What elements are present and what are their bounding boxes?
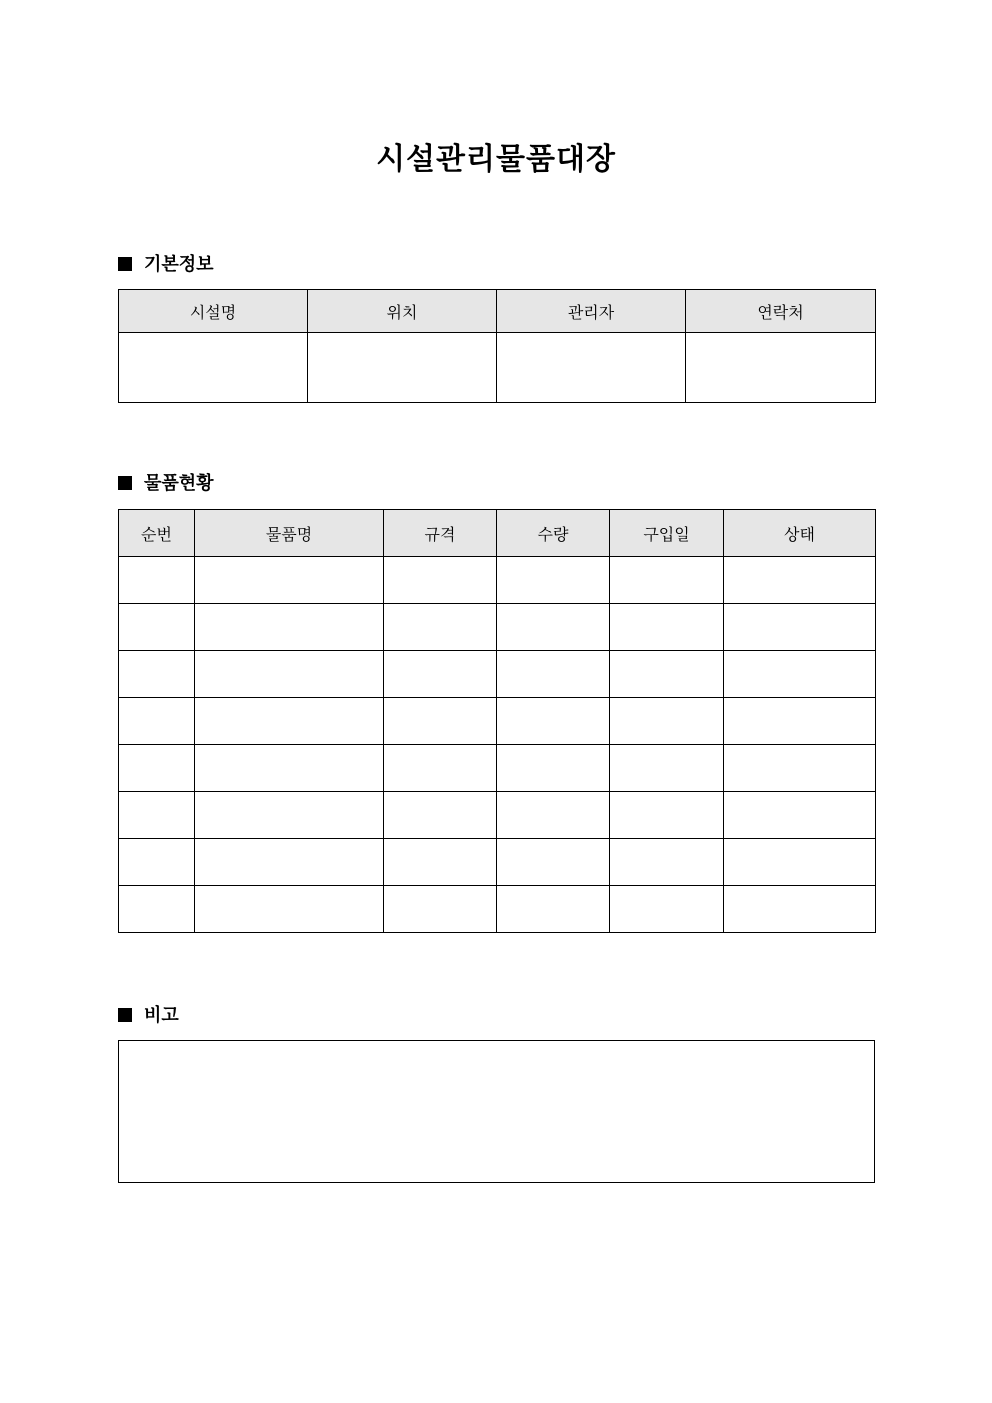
spec-cell[interactable] (384, 698, 497, 745)
no-cell[interactable] (119, 651, 195, 698)
basic-info-header-manager: 관리자 (497, 290, 686, 333)
items-header-purchase-date: 구입일 (610, 510, 724, 557)
items-header-row (119, 510, 876, 557)
status-cell[interactable] (724, 698, 876, 745)
item-name-cell[interactable] (195, 745, 384, 792)
items-body (119, 557, 876, 933)
items-header-quantity: 수량 (497, 510, 610, 557)
table-row (119, 792, 876, 839)
remarks-heading-label: 비고 (144, 1005, 179, 1026)
purchase-date-cell[interactable] (610, 886, 724, 933)
spec-cell[interactable] (384, 651, 497, 698)
item-name-cell[interactable] (195, 839, 384, 886)
quantity-cell[interactable] (497, 698, 610, 745)
quantity-cell[interactable] (497, 839, 610, 886)
status-cell[interactable] (724, 886, 876, 933)
item-name-cell[interactable] (195, 651, 384, 698)
spec-cell[interactable] (384, 792, 497, 839)
table-row (119, 604, 876, 651)
purchase-date-cell[interactable] (610, 604, 724, 651)
basic-info-heading (118, 253, 214, 277)
purchase-date-cell[interactable] (610, 745, 724, 792)
purchase-date-cell[interactable] (610, 651, 724, 698)
remarks-heading (118, 1004, 179, 1028)
basic-info-table (118, 289, 876, 403)
basic-info-value-row (119, 333, 876, 403)
square-bullet-icon (118, 257, 132, 271)
no-cell[interactable] (119, 745, 195, 792)
table-row (119, 886, 876, 933)
page-title: 시설관리물품대장 (376, 142, 616, 177)
status-cell[interactable] (724, 651, 876, 698)
items-header-no: 순번 (119, 510, 195, 557)
contact-field[interactable] (686, 333, 876, 403)
no-cell[interactable] (119, 792, 195, 839)
spec-cell[interactable] (384, 745, 497, 792)
no-cell[interactable] (119, 604, 195, 651)
items-header-spec: 규격 (384, 510, 497, 557)
items-table (118, 509, 876, 933)
spec-cell[interactable] (384, 839, 497, 886)
no-cell[interactable] (119, 557, 195, 604)
item-name-cell[interactable] (195, 604, 384, 651)
spec-cell[interactable] (384, 557, 497, 604)
remarks-field[interactable] (118, 1040, 875, 1183)
basic-info-heading-label: 기본정보 (144, 254, 214, 275)
items-header-status: 상태 (724, 510, 876, 557)
basic-info-header-facility-name: 시설명 (119, 290, 308, 333)
item-name-cell[interactable] (195, 792, 384, 839)
item-name-cell[interactable] (195, 886, 384, 933)
basic-info-header-contact: 연락처 (686, 290, 876, 333)
purchase-date-cell[interactable] (610, 698, 724, 745)
no-cell[interactable] (119, 698, 195, 745)
quantity-cell[interactable] (497, 745, 610, 792)
status-cell[interactable] (724, 839, 876, 886)
spec-cell[interactable] (384, 886, 497, 933)
no-cell[interactable] (119, 839, 195, 886)
quantity-cell[interactable] (497, 886, 610, 933)
quantity-cell[interactable] (497, 604, 610, 651)
status-cell[interactable] (724, 792, 876, 839)
purchase-date-cell[interactable] (610, 792, 724, 839)
basic-info-header-row (119, 290, 876, 333)
purchase-date-cell[interactable] (610, 839, 724, 886)
location-field[interactable] (308, 333, 497, 403)
basic-info-header-location: 위치 (308, 290, 497, 333)
items-heading (118, 472, 214, 496)
items-header-item-name: 물품명 (195, 510, 384, 557)
table-row (119, 651, 876, 698)
quantity-cell[interactable] (497, 651, 610, 698)
no-cell[interactable] (119, 886, 195, 933)
facility-name-field[interactable] (119, 333, 308, 403)
table-row (119, 698, 876, 745)
manager-field[interactable] (497, 333, 686, 403)
square-bullet-icon (118, 476, 132, 490)
status-cell[interactable] (724, 557, 876, 604)
square-bullet-icon (118, 1008, 132, 1022)
item-name-cell[interactable] (195, 557, 384, 604)
quantity-cell[interactable] (497, 557, 610, 604)
table-row (119, 839, 876, 886)
table-row (119, 745, 876, 792)
item-name-cell[interactable] (195, 698, 384, 745)
status-cell[interactable] (724, 604, 876, 651)
status-cell[interactable] (724, 745, 876, 792)
spec-cell[interactable] (384, 604, 497, 651)
purchase-date-cell[interactable] (610, 557, 724, 604)
items-heading-label: 물품현황 (144, 473, 214, 494)
quantity-cell[interactable] (497, 792, 610, 839)
table-row (119, 557, 876, 604)
